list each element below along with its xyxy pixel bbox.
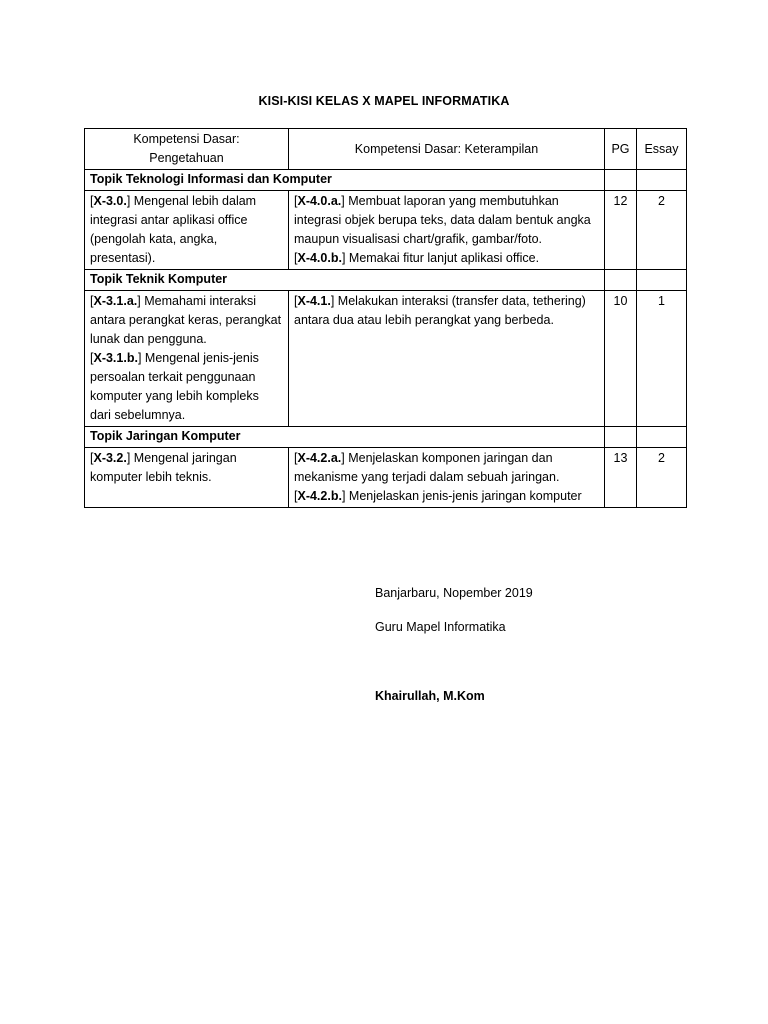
kd-item: [X-4.1.] Melakukan interaksi (transfer data, tethering) antara dua atau lebih perangkat yang berbeda. xyxy=(294,294,586,327)
kd-code: X-4.0.b. xyxy=(297,251,342,265)
kd-text: Mengenal jaringan komputer lebih teknis. xyxy=(90,451,237,484)
kd-item: [X-4.0.a.] Membuat laporan yang membutuhkan integrasi objek berupa teks, data dalam bentuk angka maupun visualisasi chart/grafik, gambar/foto. xyxy=(294,194,591,246)
kd-code: X-3.0. xyxy=(93,194,127,208)
essay-count: 2 xyxy=(637,448,687,508)
signature-place-date: Banjarbaru, Nopember 2019 xyxy=(375,586,533,600)
kd-text: Memahami interaksi antara perangkat keras, perangkat lunak dan pengguna. xyxy=(90,294,282,346)
topic-row xyxy=(85,170,687,191)
kd-text: Membuat laporan yang membutuhkan integrasi objek berupa teks, data dalam bentuk angka maupun visualisasi chart/grafik, gambar/foto. xyxy=(294,194,591,246)
kd-pengetahuan-cell xyxy=(85,191,289,270)
header-essay: Essay xyxy=(637,129,687,170)
topic-essay-empty xyxy=(637,170,687,191)
table-row xyxy=(85,191,687,270)
kd-code: X-3.1.b. xyxy=(93,351,138,365)
pg-count: 10 xyxy=(605,291,637,427)
kd-code: X-3.2. xyxy=(93,451,127,465)
kd-item: [X-4.0.b.] Memakai fitur lanjut aplikasi office. xyxy=(294,251,540,265)
kd-code: X-4.2.a. xyxy=(297,451,342,465)
document-title: KISI-KISI KELAS X MAPEL INFORMATIKA xyxy=(258,94,510,108)
essay-count: 1 xyxy=(637,291,687,427)
header-kd-pengetahuan-line2: Pengetahuan xyxy=(149,151,224,165)
pg-count: 12 xyxy=(605,191,637,270)
essay-count: 2 xyxy=(637,191,687,270)
kd-keterampilan-cell xyxy=(289,448,605,508)
kd-text: Melakukan interaksi (transfer data, tethering) antara dua atau lebih perangkat yang berbeda. xyxy=(294,294,586,327)
kd-pengetahuan-cell xyxy=(85,291,289,427)
kisi-kisi-table xyxy=(84,128,687,508)
kd-text: Mengenal jenis-jenis persoalan terkait penggunaan komputer yang lebih kompleks dari sebelumnya. xyxy=(90,351,259,422)
topic-essay-empty xyxy=(637,427,687,448)
table-row xyxy=(85,448,687,508)
kd-code: X-3.1.a. xyxy=(93,294,138,308)
topic-label: Topik Teknik Komputer xyxy=(85,270,605,291)
kd-code: X-4.2.b. xyxy=(297,489,342,503)
kd-code: X-4.1. xyxy=(297,294,331,308)
topic-pg-empty xyxy=(605,427,637,448)
kd-text: Menjelaskan jenis-jenis jaringan komputer xyxy=(348,489,582,503)
kd-keterampilan-cell xyxy=(289,291,605,427)
signature-role: Guru Mapel Informatika xyxy=(375,620,506,634)
topic-pg-empty xyxy=(605,170,637,191)
table-row xyxy=(85,291,687,427)
kd-item: [X-3.2.] Mengenal jaringan komputer lebih teknis. xyxy=(90,451,237,484)
kd-text: Menjelaskan komponen jaringan dan mekanisme yang terjadi dalam sebuah jaringan. xyxy=(294,451,560,484)
topic-essay-empty xyxy=(637,270,687,291)
table-header-row xyxy=(85,129,687,170)
header-pg: PG xyxy=(605,129,637,170)
pg-count: 13 xyxy=(605,448,637,508)
topic-label: Topik Teknologi Informasi dan Komputer xyxy=(85,170,605,191)
topic-row xyxy=(85,270,687,291)
header-kd-pengetahuan-line1: Kompetensi Dasar: xyxy=(133,132,240,146)
kd-pengetahuan-cell xyxy=(85,448,289,508)
signature-name: Khairullah, M.Kom xyxy=(375,689,485,703)
kd-item: [X-4.2.b.] Menjelaskan jenis-jenis jaringan komputer xyxy=(294,489,582,503)
kd-text: Memakai fitur lanjut aplikasi office. xyxy=(348,251,540,265)
header-kd-keterampilan: Kompetensi Dasar: Keterampilan xyxy=(289,129,605,170)
kd-text: Mengenal lebih dalam integrasi antar aplikasi office (pengolah kata, angka, presentasi). xyxy=(90,194,257,265)
kd-keterampilan-cell xyxy=(289,191,605,270)
kd-item: [X-3.1.a.] Memahami interaksi antara perangkat keras, perangkat lunak dan pengguna. xyxy=(90,294,282,346)
header-kd-pengetahuan xyxy=(85,129,289,170)
kd-item: [X-3.0.] Mengenal lebih dalam integrasi antar aplikasi office (pengolah kata, angka, presentasi). xyxy=(90,194,257,265)
topic-row xyxy=(85,427,687,448)
topic-label: Topik Jaringan Komputer xyxy=(85,427,605,448)
kd-item: [X-4.2.a.] Menjelaskan komponen jaringan dan mekanisme yang terjadi dalam sebuah jaringan. xyxy=(294,451,560,484)
kd-code: X-4.0.a. xyxy=(297,194,342,208)
kd-item: [X-3.1.b.] Mengenal jenis-jenis persoalan terkait penggunaan komputer yang lebih kompleks dari sebelumnya. xyxy=(90,351,259,422)
topic-pg-empty xyxy=(605,270,637,291)
